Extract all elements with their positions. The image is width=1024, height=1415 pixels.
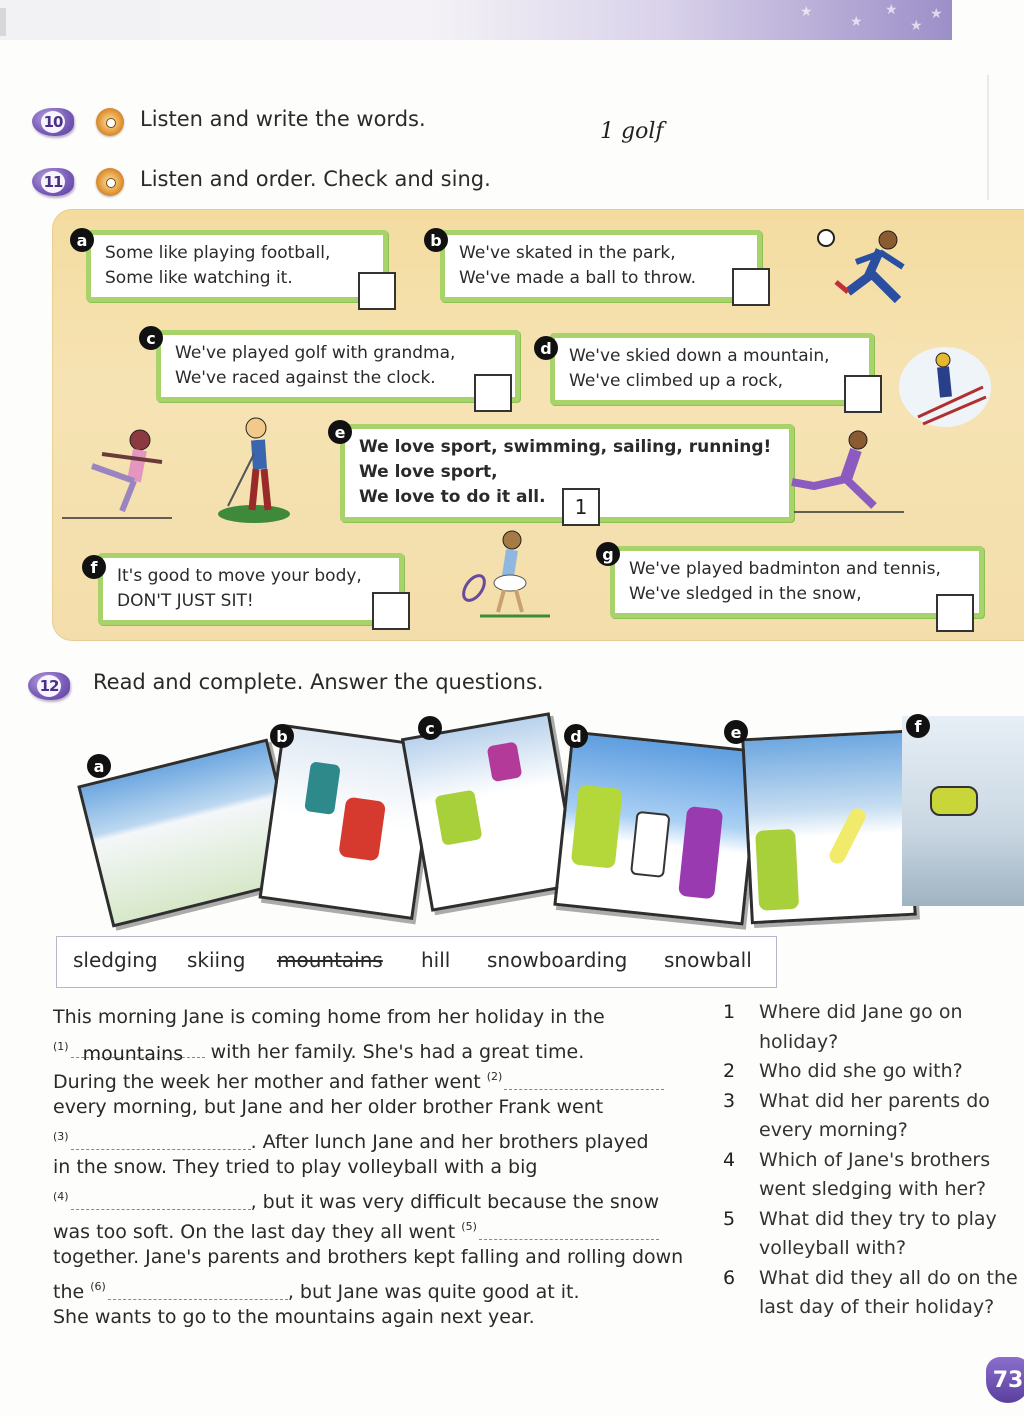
question-item	[723, 1087, 1024, 1146]
exercise-instruction: Read and complete. Answer the questions.	[93, 670, 544, 694]
child-green-jacket	[571, 785, 623, 869]
star-icon: ★	[800, 4, 813, 20]
blank-6[interactable]	[108, 1281, 288, 1300]
blank-1[interactable]	[71, 1039, 205, 1065]
word-option: snowball	[664, 948, 752, 972]
star-icon: ★	[910, 18, 923, 34]
verse-bubble-a	[86, 230, 388, 302]
question-item	[723, 1146, 1024, 1205]
reading-passage	[53, 1002, 703, 1332]
page-number: 73	[992, 1367, 1024, 1393]
picture-label-f: f	[906, 714, 930, 738]
passage-text: She wants to go to the mountains again next year.	[53, 1306, 535, 1328]
question-text: What did they all do on the last day of their holiday?	[759, 1266, 1018, 1318]
verse-line: We love sport,	[359, 462, 498, 482]
picture-strip	[70, 712, 1024, 932]
picture-snowboarding	[741, 730, 917, 924]
passage-text: the	[53, 1281, 85, 1303]
word-box	[56, 936, 777, 988]
verse-line: We've climbed up a rock,	[569, 371, 784, 391]
star-icon: ★	[850, 14, 863, 30]
exercise-number: 12	[37, 675, 61, 697]
verse-line: We've skated in the park,	[459, 243, 676, 263]
handwritten-answer: 1 golf	[600, 119, 664, 144]
verse-line: It's good to move your body,	[117, 566, 362, 586]
question-text: What did they try to play volleyball with?	[759, 1207, 997, 1259]
verse-line: We've raced against the clock.	[175, 368, 436, 388]
order-answer-box-e[interactable]: 1	[562, 488, 600, 526]
exercise-number: 10	[41, 111, 65, 133]
verse-letter-c: c	[139, 326, 163, 350]
golfer-illustration	[216, 414, 292, 526]
order-answer-box-g[interactable]	[936, 594, 974, 632]
picture-label-e: e	[724, 720, 748, 744]
order-answer-box-f[interactable]	[372, 592, 410, 630]
picture-sledging	[401, 712, 580, 912]
verse-letter-e: e	[328, 420, 352, 444]
passage-text: . After lunch Jane and her brothers played	[250, 1131, 649, 1153]
passage-text: in the snow. They tried to play volleyball with a big	[53, 1156, 538, 1178]
snowboard	[827, 806, 868, 867]
passage-text: together. Jane's parents and brothers kept falling and rolling down	[53, 1246, 684, 1268]
question-number: 4	[723, 1148, 736, 1171]
passage-text: every morning, but Jane and her older brother Frank went	[53, 1096, 604, 1118]
passage-text: with her family. She's had a great time.	[210, 1041, 585, 1063]
car-icon	[930, 786, 978, 816]
question-item	[723, 998, 1024, 1057]
picture-label-b: b	[270, 724, 294, 748]
order-answer-box-b[interactable]	[732, 268, 770, 306]
word-option: skiing	[187, 948, 246, 972]
verse-line: We love sport, swimming, sailing, running!	[359, 437, 772, 457]
verse-line: DON'T JUST SIT!	[117, 591, 254, 611]
blank-number: (3)	[53, 1130, 69, 1143]
verse-bubble-d	[550, 333, 874, 405]
exercise-number: 11	[41, 171, 65, 193]
passage-text: This morning Jane is coming home from her holiday in the	[53, 1006, 605, 1028]
sledger-purple-jacket	[487, 741, 523, 782]
football-icon	[818, 230, 834, 246]
roller-skater-illustration	[62, 426, 182, 522]
skier-red-jacket	[338, 797, 386, 862]
order-answer-box-c[interactable]	[474, 374, 512, 412]
cd-audio-icon[interactable]	[96, 108, 124, 136]
exercise-number-badge	[32, 108, 74, 136]
cd-audio-icon[interactable]	[96, 168, 124, 196]
page-number-badge	[986, 1357, 1024, 1403]
question-item	[723, 1205, 1024, 1264]
picture-car-on-hill	[902, 716, 1024, 906]
verse-line: We love to do it all.	[359, 487, 546, 507]
verse-letter-d: d	[534, 336, 558, 360]
child-purple-suit	[678, 806, 723, 899]
passage-text: , but Jane was quite good at it.	[287, 1281, 580, 1303]
word-option: sledging	[73, 948, 158, 972]
blank-2[interactable]	[504, 1071, 664, 1090]
blank-4[interactable]	[71, 1191, 251, 1210]
blank-5[interactable]	[479, 1221, 659, 1240]
verse-bubble-c	[156, 330, 520, 402]
question-item	[723, 1057, 1024, 1087]
verse-letter-f: f	[82, 555, 106, 579]
child-white-jacket	[630, 811, 671, 878]
verse-line: We've skied down a mountain,	[569, 346, 830, 366]
question-number: 1	[723, 1001, 736, 1023]
order-answer-box-a[interactable]	[358, 272, 396, 310]
blank-number: (6)	[90, 1280, 106, 1293]
picture-snowball	[553, 730, 761, 925]
verse-line: We've made a ball to throw.	[459, 268, 697, 288]
skier-illustration	[898, 342, 992, 432]
verse-letter-a: a	[70, 228, 94, 252]
word-option: snowboarding	[487, 948, 628, 972]
page-edge-shadow	[0, 8, 6, 36]
picture-label-a: a	[87, 754, 111, 778]
question-text: Where did Jane go on holiday?	[759, 1001, 963, 1053]
blank-number: (2)	[486, 1070, 503, 1083]
exercise-number-badge	[32, 168, 74, 196]
divider	[987, 75, 989, 200]
blank-number: (5)	[461, 1220, 477, 1233]
blank-number: (4)	[53, 1190, 69, 1203]
word-option: hill	[421, 948, 451, 972]
passage-text: was too soft. On the last day they all went	[53, 1221, 456, 1243]
question-number: 2	[723, 1060, 736, 1082]
verse-line: We've played golf with grandma,	[175, 343, 456, 363]
skier-teal-jacket	[304, 761, 341, 815]
exercise-instruction: Listen and order. Check and sing.	[140, 167, 491, 191]
question-text: Which of Jane's brothers went sledging with her?	[759, 1148, 991, 1200]
question-number: 6	[723, 1266, 736, 1289]
passage-text: During the week her mother and father went	[53, 1071, 481, 1093]
blank-3[interactable]	[71, 1131, 251, 1150]
picture-label-d: d	[564, 724, 588, 748]
question-text: Who did she go with?	[759, 1060, 963, 1082]
question-number: 3	[723, 1089, 736, 1112]
star-icon: ★	[885, 2, 898, 18]
star-icon: ★	[930, 6, 943, 22]
exercise-instruction: Listen and write the words.	[140, 107, 426, 131]
exercise-number-badge	[28, 672, 70, 700]
question-number: 5	[723, 1207, 736, 1230]
verse-letter-b: b	[424, 228, 448, 252]
verse-letter-g: g	[596, 542, 620, 566]
verse-bubble-b	[440, 230, 762, 302]
blank-number: (1)	[53, 1040, 69, 1053]
order-answer-box-d[interactable]	[844, 375, 882, 413]
question-text: What did her parents do every morning?	[759, 1089, 990, 1141]
filled-answer: mountains	[82, 1043, 184, 1065]
question-item	[723, 1264, 1024, 1323]
verse-bubble-f	[98, 553, 404, 625]
footballer-illustration	[808, 222, 918, 312]
verse-line: Some like playing football,	[105, 243, 331, 263]
verse-line: Some like watching it.	[105, 268, 293, 288]
tennis-player-illustration	[460, 528, 556, 620]
picture-label-c: c	[418, 716, 442, 740]
verse-line: We've sledged in the snow,	[629, 584, 862, 604]
snowboarder-green	[755, 829, 799, 911]
word-option-struck: mountains	[277, 948, 383, 972]
question-list	[723, 998, 1024, 1323]
passage-text: , but it was very difficult because the snow	[250, 1191, 659, 1213]
sledger-green-jacket	[434, 790, 482, 846]
verse-line: We've played badminton and tennis,	[629, 559, 941, 579]
runner-illustration	[784, 424, 904, 514]
page-header-band	[0, 0, 952, 40]
verse-bubble-g	[610, 546, 984, 618]
